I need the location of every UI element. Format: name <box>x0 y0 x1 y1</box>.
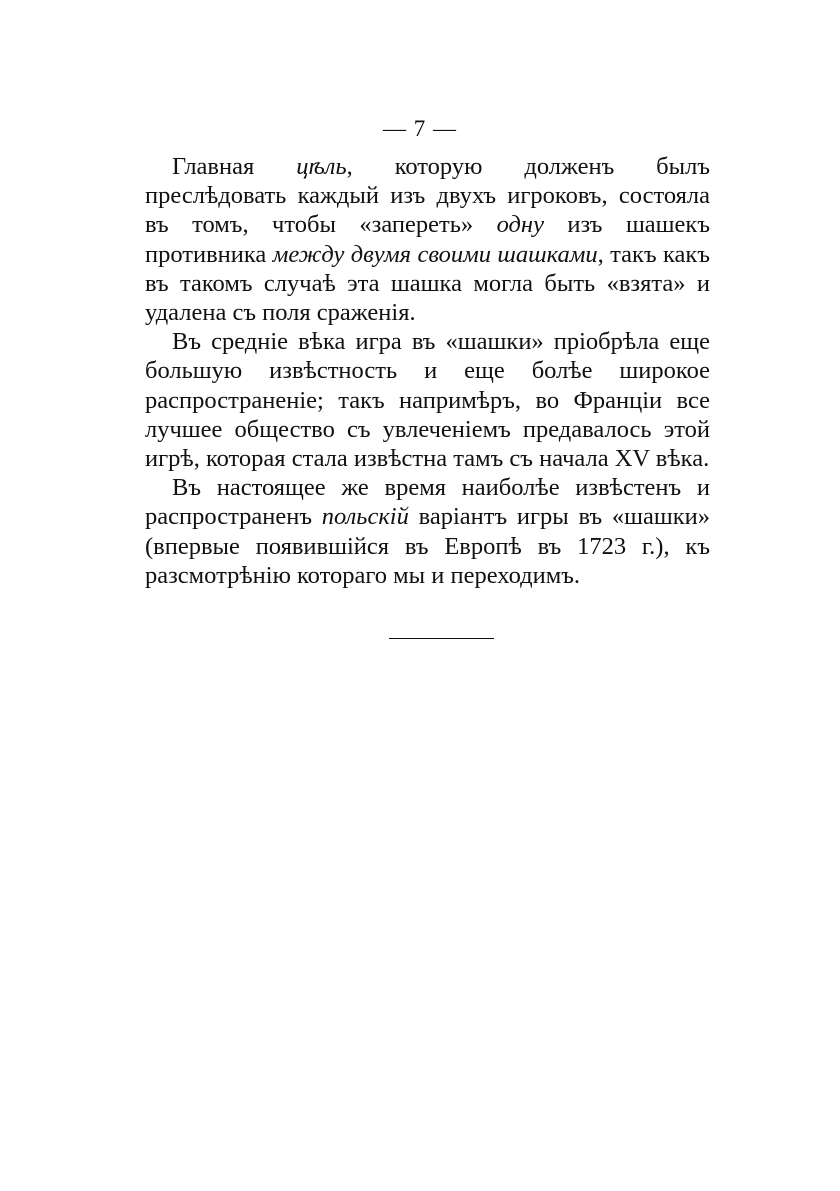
text-segment: , такъ какъ въ такомъ случаѣ эта шашка могла быть «взята» и удалена съ поля сраженія. <box>145 240 710 327</box>
italic-text-segment: польскій <box>321 503 409 531</box>
body-text <box>145 152 710 590</box>
text-segment: изъ шашекъ противника <box>145 211 710 268</box>
paragraph-2 <box>145 327 710 473</box>
text-segment: Въ настоящее же время наиболѣе извѣстенъ и распространенъ <box>145 474 710 531</box>
page-number: — 7 — <box>383 116 457 141</box>
italic-text-segment: между двумя своими шашками <box>272 240 598 268</box>
paragraph-1 <box>145 152 710 327</box>
text-segment: варіантъ игры въ «шашки» (впервые появившійся въ Европѣ въ 1723 г.), къ разсмотрѣнію котораго мы и переходимъ. <box>145 503 710 589</box>
italic-text-segment: одну <box>496 211 544 239</box>
italic-text-segment: цѣль <box>296 153 347 180</box>
end-divider-rule <box>389 638 494 639</box>
text-segment: Главная <box>172 153 297 180</box>
text-segment: Въ средніе вѣка игра въ «шашки» пріобрѣла еще большую извѣстность и еще болѣе широкое распространеніе; такъ напримѣръ, во Франціи все лучшее общество съ увлеченіемъ предавалось этой игрѣ, которая стала извѣстна тамъ съ начала XV вѣка. <box>145 328 710 473</box>
paragraph-3 <box>145 473 710 590</box>
text-segment: , которую долженъ былъ преслѣдовать каждый изъ двухъ игроковъ, состояла въ томъ, чтобы «запереть» <box>145 153 710 239</box>
